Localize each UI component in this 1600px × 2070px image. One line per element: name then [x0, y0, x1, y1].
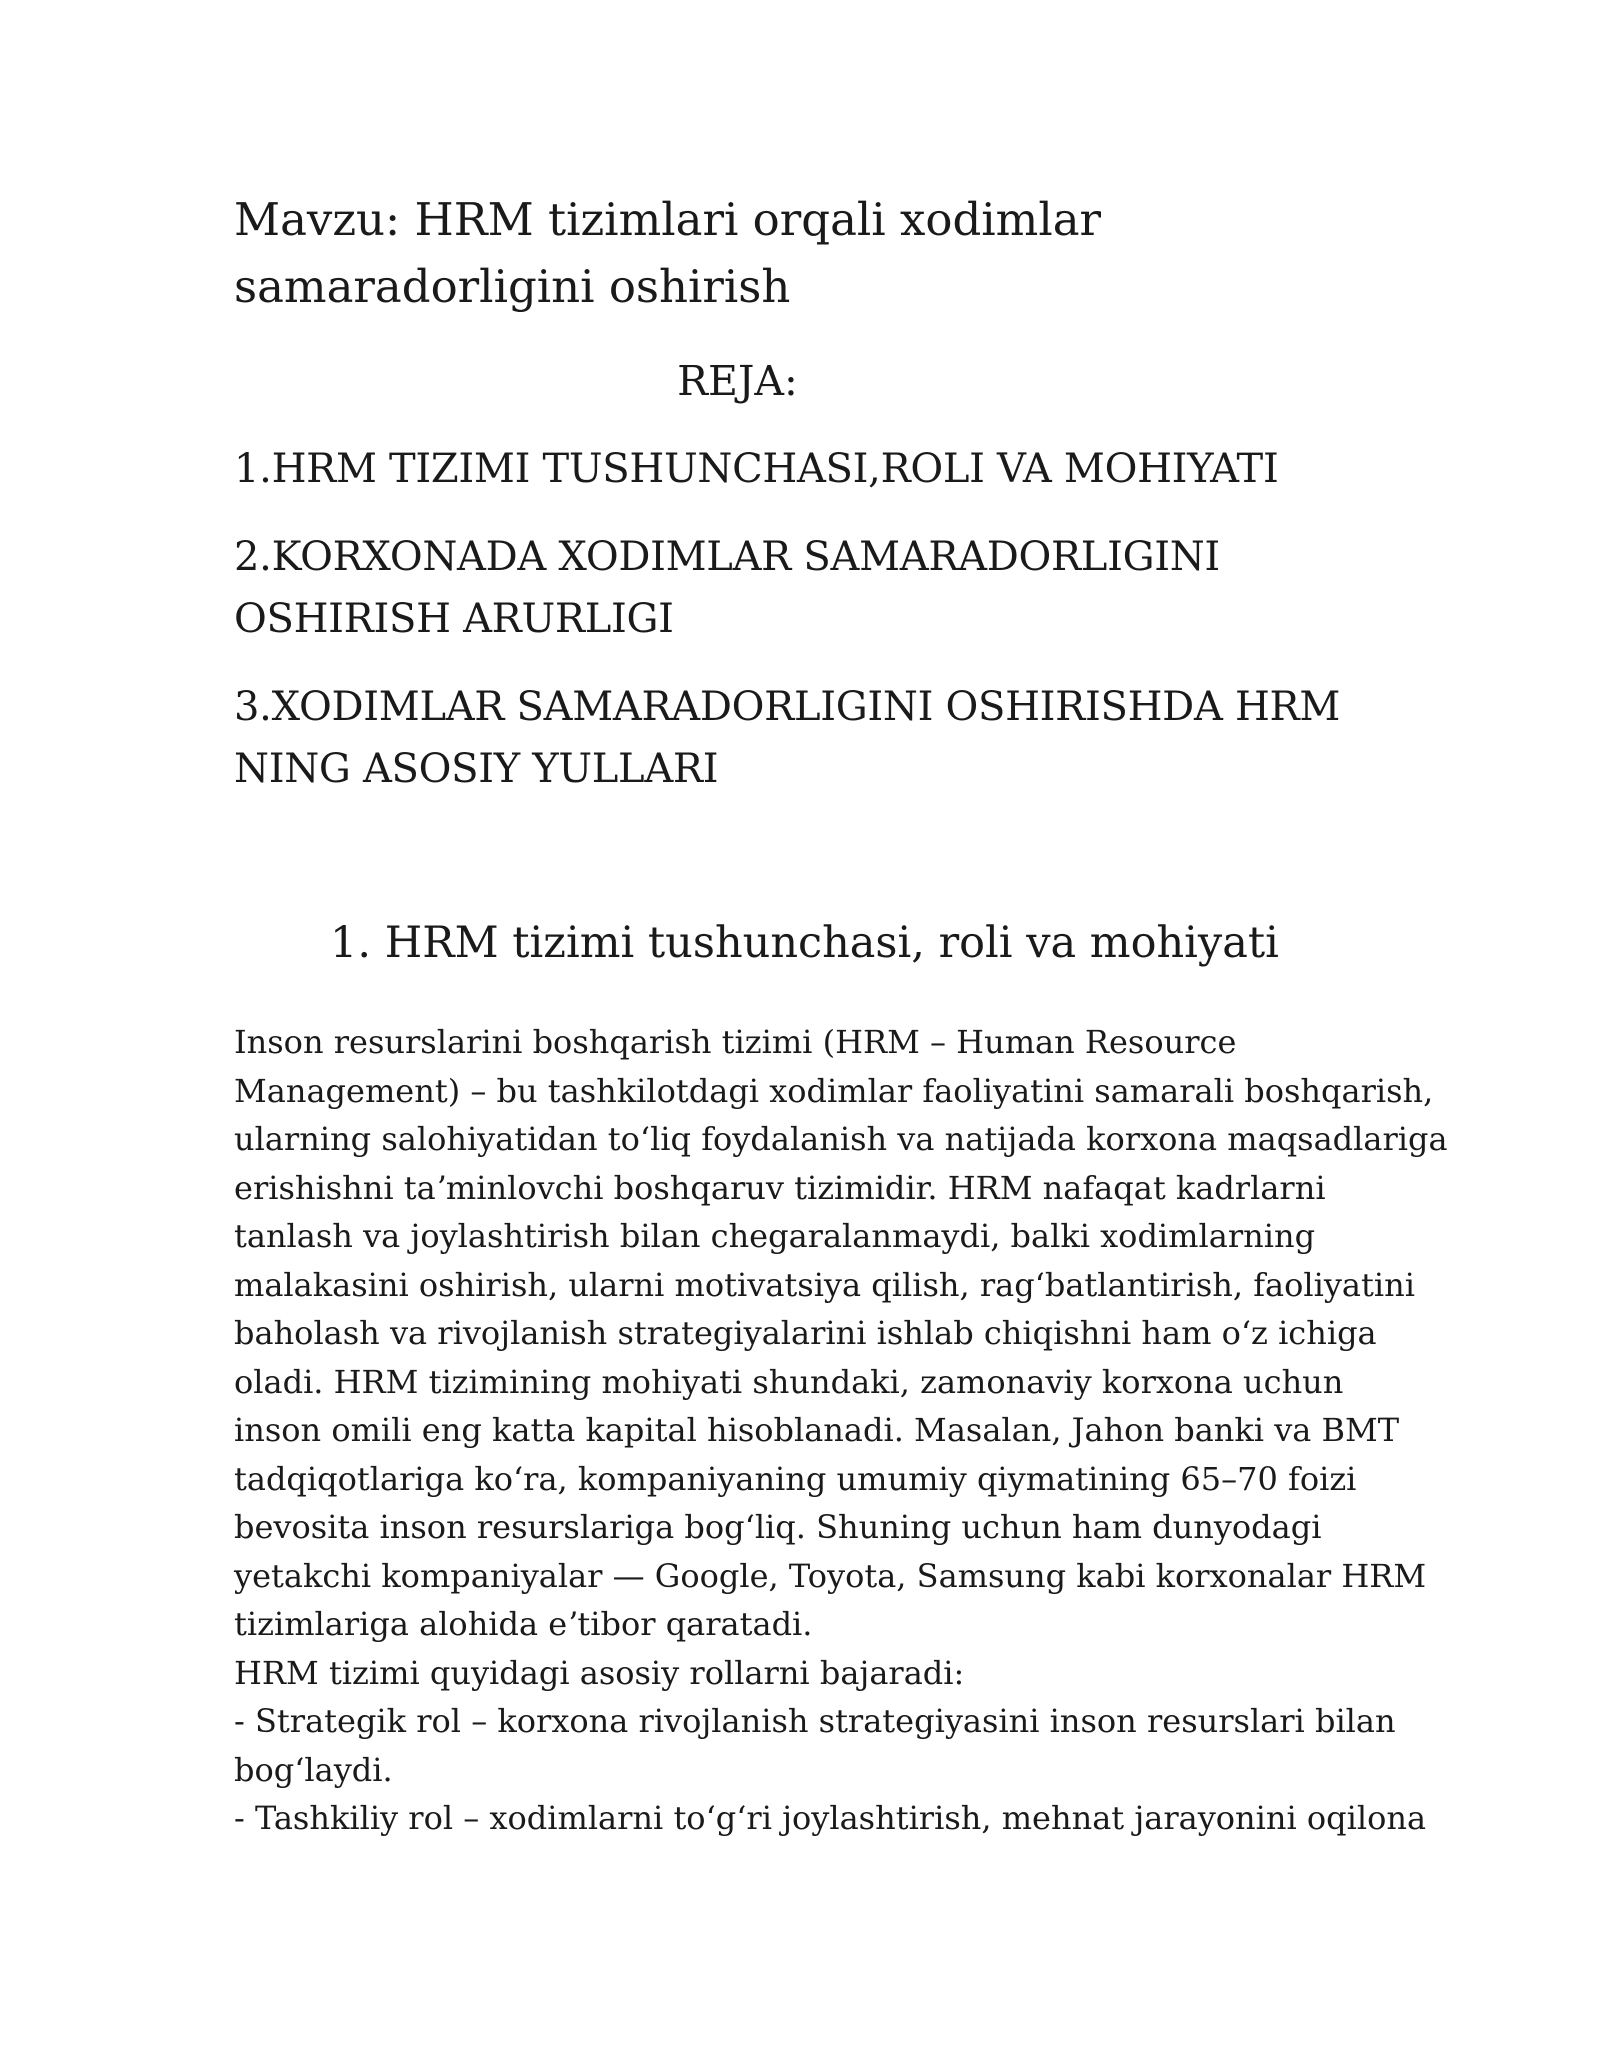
- body-line: tadqiqotlariga koʻra, kompaniyaning umumiy qiymatining 65–70 foizi: [234, 1459, 1357, 1498]
- body-line: erishishni taʼminlovchi boshqaruv tizimidir. HRM nafaqat kadrlarni: [234, 1168, 1326, 1207]
- body-line: oladi. HRM tizimining mohiyati shundaki, zamonaviy korxona uchun: [234, 1362, 1344, 1401]
- plan-item-line: NING ASOSIY YULLARI: [234, 746, 719, 792]
- topic-line: Mavzu: HRM tizimlari orqali xodimlar: [234, 193, 1102, 246]
- body-text: [234, 1018, 1448, 1843]
- body-line: Management) – bu tashkilotdagi xodimlar faoliyatini samarali boshqarish,: [234, 1071, 1434, 1110]
- body-line: baholash va rivojlanish strategiyalarini ishlab chiqishni ham oʻz ichiga: [234, 1314, 1377, 1352]
- body-line: malakasini oshirish, ularni motivatsiya qilish, ragʻbatlantirish, faoliyatini: [234, 1265, 1415, 1304]
- plan-item: [234, 438, 1384, 500]
- plan-item-line: 1.HRM TIZIMI TUSHUNCHASI,ROLI VA MOHIYATI: [234, 446, 1279, 492]
- body-line: - Strategik rol – korxona rivojlanish strategiyasini inson resurslari bilan: [234, 1702, 1396, 1740]
- plan-item-line: OSHIRISH ARURLIGI: [234, 596, 674, 642]
- body-line: inson omili eng katta kapital hisoblanadi. Masalan, Jahon banki va BMT: [234, 1411, 1400, 1449]
- plan-item-line: 3.XODIMLAR SAMARADORLIGINI OSHIRISHDA HRM: [234, 684, 1341, 730]
- plan-item: [234, 676, 1384, 800]
- body-line: tizimlariga alohida eʼtibor qaratadi.: [234, 1605, 813, 1643]
- body-line: HRM tizimi quyidagi asosiy rollarni bajaradi:: [234, 1653, 965, 1692]
- body-line: Inson resurslarini boshqarish tizimi (HRM – Human Resource: [234, 1023, 1237, 1061]
- body-line: bevosita inson resurslariga bogʻliq. Shuning uchun ham dunyodagi: [234, 1508, 1322, 1546]
- plan-heading: REJA:: [677, 357, 798, 405]
- topic-title: [234, 186, 1384, 320]
- body-line: yetakchi kompaniyalar — Google, Toyota, Samsung kabi korxonalar HRM: [234, 1556, 1427, 1595]
- topic-line: samaradorligini oshirish: [234, 260, 791, 313]
- body-line: bogʻlaydi.: [234, 1750, 393, 1789]
- body-line: tanlash va joylashtirish bilan chegaralanmaydi, balki xodimlarning: [234, 1217, 1316, 1255]
- body-line: ularning salohiyatidan toʻliq foydalanish va natijada korxona maqsadlariga: [234, 1120, 1448, 1158]
- plan-item-line: 2.KORXONADA XODIMLAR SAMARADORLIGINI: [234, 534, 1220, 580]
- plan-list: [234, 438, 1384, 826]
- body-line: - Tashkiliy rol – xodimlarni toʻgʻri joylashtirish, mehnat jarayonini oqilona: [234, 1799, 1427, 1837]
- section-title: 1. HRM tizimi tushunchasi, roli va mohiyati: [330, 918, 1279, 968]
- plan-item: [234, 526, 1384, 650]
